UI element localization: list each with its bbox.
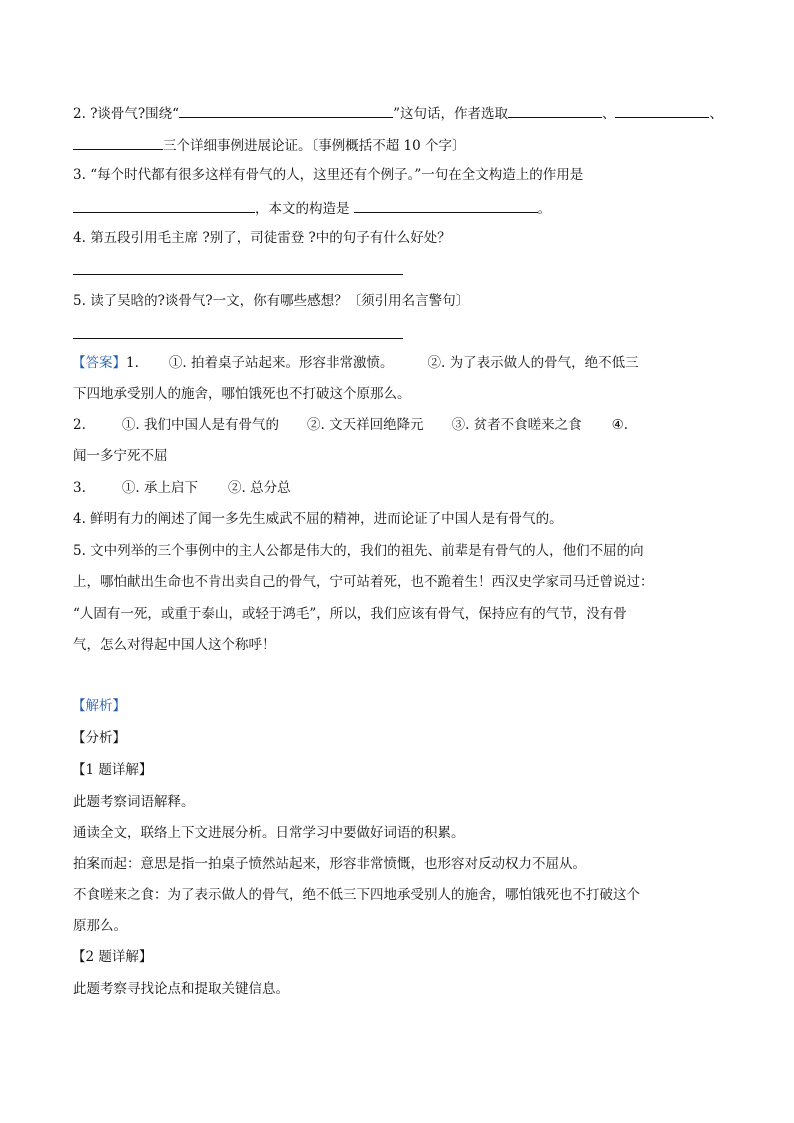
answer-5-line-3: “人固有一死，或重于泰山，或轻于鸿毛”，所以，我们应该有骨气，保持应有的气节，没有骨 <box>73 606 627 622</box>
separator: 、 <box>709 106 723 122</box>
item-marker: ②. <box>227 480 246 496</box>
question-text: 三个详细事例进展论证。〔事例概括不超 10 个字〕 <box>163 138 466 154</box>
item-marker: ②. <box>306 417 325 433</box>
answer-5-line-2: 上，哪怕献出生命也不肯出卖自己的骨气，宁可站着死，也不跪着生！西汉史学家司马迁曾说过： <box>73 574 654 590</box>
question-text: “每个时代都有很多这样有骨气的人，这里还有个例子。”一句在全文构造上的作用是 <box>90 167 584 183</box>
question-text: ?谈骨气?围绕“ <box>90 106 180 122</box>
answer-text: 下四地承受别人的施舍，哪怕饿死也不打破这个原那么。 <box>73 386 411 402</box>
answer-number: 3. <box>73 480 86 496</box>
question-text: ”这句话，作者选取 <box>393 106 508 122</box>
answer-text: 为了表示做人的骨气，绝不低三 <box>449 355 639 371</box>
question-2-line-2 <box>73 134 466 156</box>
item-marker: ①. <box>168 355 187 371</box>
question-number: 3. <box>73 167 86 183</box>
detail-1-line-1: 此题考察词语解释。 <box>73 794 195 810</box>
detail-1-heading: 【1 题详解】 <box>72 762 153 778</box>
question-number: 2. <box>73 106 86 122</box>
item-marker: ③. <box>451 417 470 433</box>
answer-text: 文天祥回绝降元 <box>329 417 424 433</box>
question-text: 。 <box>537 201 551 217</box>
answer-text: 总分总 <box>250 480 291 496</box>
question-text: 读了吴晗的?谈骨气?一文，你有哪些感想？〔须引用名言警句〕 <box>90 293 470 309</box>
answer-2-line-1 <box>73 415 628 435</box>
question-number: 5. <box>73 293 86 309</box>
item-marker: ①. <box>121 417 140 433</box>
detail-2-heading: 【2 题详解】 <box>72 949 153 965</box>
answer-line[interactable] <box>73 274 403 275</box>
question-text: 第五段引用毛主席 ?别了，司徒雷登 ?中的句子有什么好处？ <box>90 230 451 246</box>
answer-text: 闻一多宁死不屈 <box>73 448 168 464</box>
detail-1-line-4: 不食嗟来之食：为了表示做人的骨气，绝不低三下四地承受别人的施舍，哪怕饿死也不打破这个 <box>73 887 640 903</box>
analysis-heading: 【分析】 <box>72 730 126 746</box>
detail-1-line-5: 原那么。 <box>73 918 127 934</box>
item-marker: ②. <box>427 355 446 371</box>
analysis-tag: 【解析】 <box>72 698 126 714</box>
answer-4: 4. 鲜明有力的阐述了闻一多先生威武不屈的精神，进而论证了中国人是有骨气的。 <box>73 511 563 527</box>
answer-5-line-4: 气，怎么对得起中国人这个称呼！ <box>73 637 276 653</box>
answer-tag: 【答案】 <box>72 355 126 371</box>
detail-2-line-1: 此题考察寻找论点和提取关键信息。 <box>73 981 289 997</box>
answer-2-line-2 <box>73 446 168 466</box>
answer-text: 贫者不食嗟来之食 <box>473 417 582 433</box>
item-marker: ④. <box>611 417 629 433</box>
question-2-line-1 <box>73 102 723 124</box>
answer-1-line-2 <box>73 384 411 404</box>
separator: 、 <box>601 106 616 122</box>
answer-blank[interactable] <box>73 197 255 213</box>
answer-text: 拍着桌子站起来。形容非常激愤。 <box>190 355 394 371</box>
question-3-line-1 <box>73 165 583 185</box>
item-marker: ①. <box>121 480 140 496</box>
question-5 <box>73 291 469 311</box>
answer-blank[interactable] <box>508 102 602 118</box>
detail-1-line-3: 拍案而起：意思是指一拍桌子愤然站起来，形容非常愤慨，也形容对反动权力不屈从。 <box>73 856 586 872</box>
answer-blank[interactable] <box>73 134 163 150</box>
answer-5-line-1: 5. 文中列举的三个事例中的主人公都是伟大的，我们的祖先、前辈是有骨气的人，他们不屈的向 <box>73 543 644 559</box>
detail-1-line-2: 通读全文，联络上下文进展分析。日常学习中要做好词语的积累。 <box>73 825 465 841</box>
answer-blank[interactable] <box>179 102 393 118</box>
question-text: ，本文的构造是 <box>255 201 350 217</box>
question-3-line-2 <box>73 197 551 219</box>
answer-number: 1. <box>126 355 139 371</box>
answer-text: 承上启下 <box>143 480 198 496</box>
answer-blank[interactable] <box>354 197 538 213</box>
answer-line[interactable] <box>73 338 403 339</box>
question-number: 4. <box>73 230 86 246</box>
answer-number: 2. <box>73 417 86 433</box>
answer-3 <box>73 478 291 498</box>
answer-text: 我们中国人是有骨气的 <box>143 417 279 433</box>
question-4 <box>73 228 451 248</box>
answer-blank[interactable] <box>615 102 709 118</box>
answer-1-line-1 <box>72 353 639 373</box>
